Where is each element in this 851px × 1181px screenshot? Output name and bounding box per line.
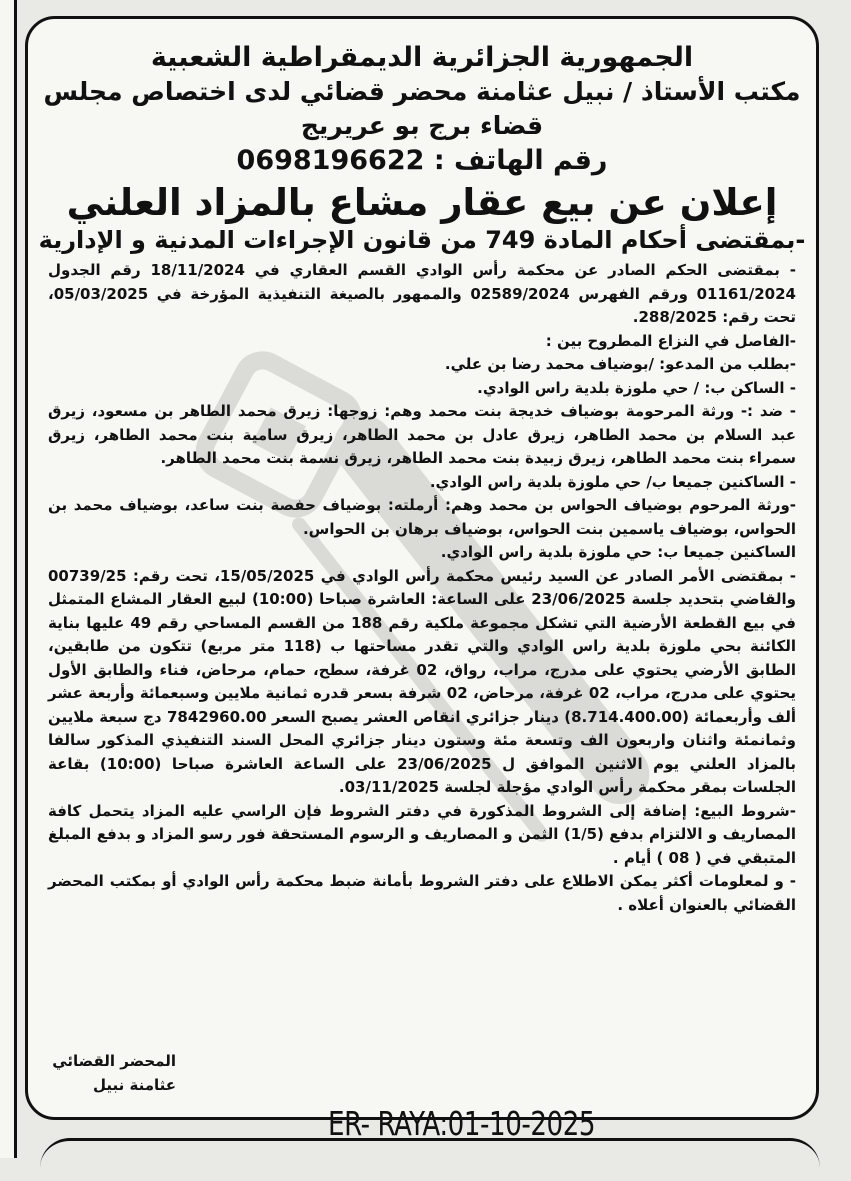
adjacent-column-edge — [0, 0, 17, 1158]
paragraph-defendants-1: - ضد :- ورثة المرحومة بوضياف خديجة بنت محمد وهم: زوجها: زيرق محمد الطاهر بن مسعود، زيرق عبد السلام بن محمد الطاهر، زيرق عادل بن محمد الطاهر، زيرق سامية بنت محمد الطاهر، زيرق سمراء بنت محمد الطاهر، زيرق زبيدة بنت محمد الطاهر، زيرق نسمة بنت محمد الطاهر. — [48, 402, 796, 467]
paragraph-defendants-2: -ورثة المرحوم بوضياف الحواس بن محمد وهم: أرملته: بوضياف حفصة بنت ساعد، بوضياف محمد بن الحواس، بوضياف ياسمين بنت الحواس، بوضياف برهان بن الحواس. — [48, 496, 796, 538]
paragraph-sale-order: - بمقتضى الأمر الصادر عن السيد رئيس محكمة رأس الوادي في 15/05/2025، تحت رقم: 00739/25 والقاضي بتحديد جلسة 23/06/2025 على الساعة: العاشرة صباحا (10:00) لبيع العقار المشاع المتمثل في بيع القطعة الأرضية التي تشكل مجموعة ملكية رقم 188 من القسم المساحي رقم 49 عليها بناية الكائنة بحي ملوزة بلدية راس الوادي والتي تقدر مساحتها ب (118 متر مربع) تتكون من طابقين، الطابق الأرضي يحتوي على مدرج، مراب، رواق، 02 غرفة، سطح، حمام، مرحاض، فناء والطابق الأول يحتوي على مدرج، مراب، 02 غرفة، مرحاض، 02 شرفة بسعر قدره ثمانية ملايين وسبعمائة وأربعة عشر ألف وأربعمائة (8.714.400.00) دينار جزائري انقاص العشر يصبح السعر 7842960.00 دج سبعة ملايين وثمانمئة واثنان واربعون الف وتسعة مئة وستون دينار جزائري المحل السند التنفيذي المذكور سالفا بالمزاد العلني يوم الاثنين الموافق ل 23/06/2025 على الساعة العاشرة صباحا (10:00) بقاعة الجلسات بمقر محكمة رأس الوادي مؤجلة لجلسة 03/11/2025. — [48, 566, 797, 796]
signature-title: المحضر القضائي — [52, 1052, 176, 1070]
office-heading: مكتب الأستاذ / نبيل عثامنة محضر قضائي لدى اختصاص مجلس — [43, 77, 801, 106]
paragraph-dispute: -الفاصل في النزاع المطروح بين : — [545, 331, 796, 350]
paragraph-judgment: - بمقتضى الحكم الصادر عن محكمة رأس الوادي القسم العقاري في 18/11/2024 رقم الجدول 01161/2024 ورقم الفهرس 02589/2024 والممهور بالصيغة التنفيذية المؤرخة في 05/03/2025، تحت رقم: 288/2025. — [48, 261, 796, 326]
notice-body — [28, 255, 816, 917]
legal-notice-box — [25, 16, 819, 1143]
next-notice-edge — [40, 1138, 820, 1181]
notice-header — [28, 19, 816, 255]
signature-block — [46, 1049, 176, 1097]
paragraph-defendants-1-address: - الساكنين جميعا ب/ حي ملوزة بلدية راس الوادي. — [429, 472, 796, 491]
paragraph-defendants-2-address: الساكنين جميعا ب: حي ملوزة بلدية راس الوادي. — [440, 543, 796, 561]
signature-name: عثامنة نبيل — [93, 1076, 176, 1094]
paragraph-more-info: - و لمعلومات أكثر يمكن الاطلاع على دفتر الشروط بأمانة ضبط محكمة رأس الوادي أو بمكتب المحضر القضائي بالعنوان أعلاه . — [48, 872, 796, 914]
phone-label: رقم الهاتف : — [433, 145, 608, 176]
paragraph-plaintiff: -بطلب من المدعو: /بوضياف محمد رضا بن علي. — [444, 355, 796, 373]
phone-line — [28, 143, 816, 179]
court-heading: قضاء برج بو عريريج — [300, 111, 544, 140]
republic-heading: الجمهورية الجزائرية الديمقراطية الشعبية — [150, 42, 694, 73]
paragraph-plaintiff-address: - الساكن ب: / حي ملوزة بلدية راس الوادي. — [477, 378, 796, 397]
notice-subtitle: -بمقتضى أحكام المادة 749 من قانون الإجراءات المدنية و الإدارية — [38, 226, 806, 254]
paragraph-sale-conditions: -شروط البيع: إضافة إلى الشروط المذكورة في دفتر الشروط فإن الراسي عليه المزاد يتحمل كافة المصاريف و الالتزام بدفع (1/5) الثمن و المصاريف و الرسوم المستحقة فور رسو المزاد و بدفع المبلغ المتبقي في ( 08 ) أيام . — [48, 801, 796, 867]
phone-number: 0698196622 — [236, 145, 425, 176]
notice-title: إعلان عن بيع عقار مشاع بالمزاد العلني — [66, 181, 778, 224]
publication-code: ER- RAYA:01-10-2025 — [328, 1104, 596, 1143]
